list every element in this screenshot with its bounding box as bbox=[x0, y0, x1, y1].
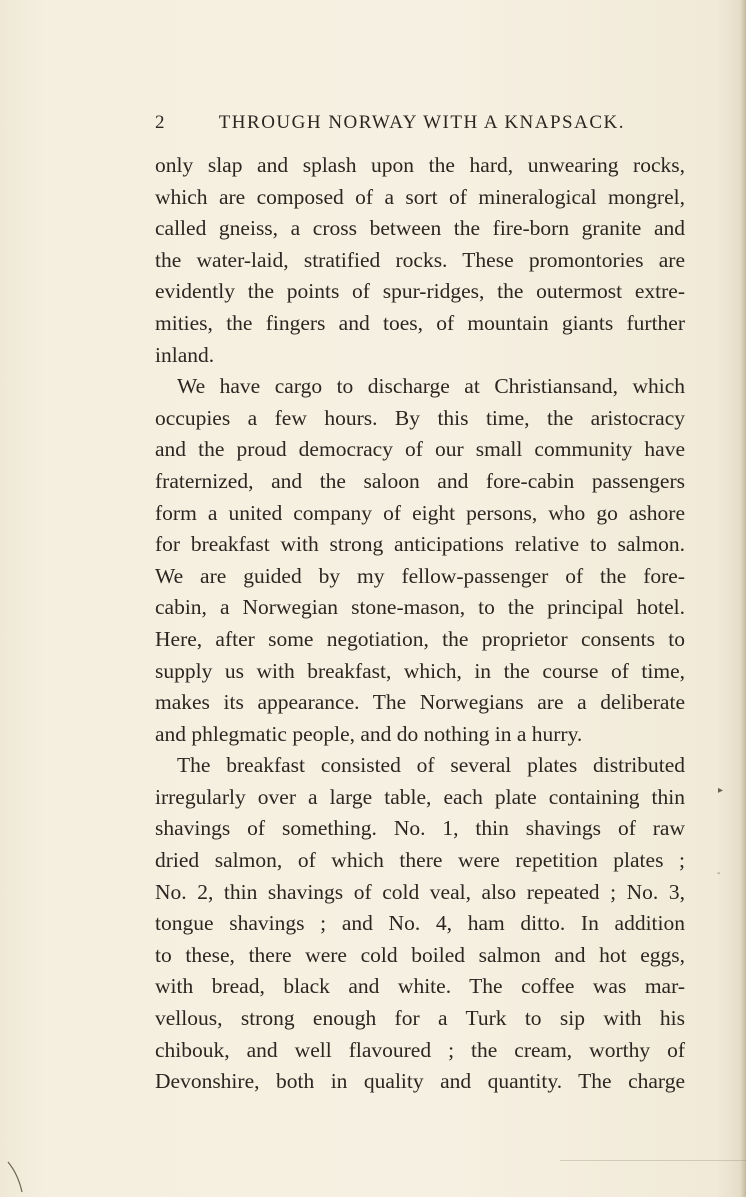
text-line: We are guided by my fellow-passenger of the fore- bbox=[155, 563, 685, 588]
text-line: and phlegmatic people, and do nothing in a hurry. bbox=[155, 721, 583, 746]
margin-speck-faint: - bbox=[717, 868, 721, 879]
text-line: No. 2, thin shavings of cold veal, also repeated ; No. 3, bbox=[155, 879, 685, 904]
text-line: for breakfast with strong anticipations relative to salmon. bbox=[155, 532, 685, 557]
text-line: form a united company of eight persons, who go ashore bbox=[155, 500, 685, 525]
margin-speck: ▸ bbox=[718, 785, 724, 796]
text-line: to these, there were cold boiled salmon and hot eggs, bbox=[155, 942, 685, 967]
text-line: only slap and splash upon the hard, unwearing rocks, bbox=[155, 153, 685, 177]
text-line: vellous, strong enough for a Turk to sip with his bbox=[155, 1006, 685, 1031]
text-line: evidently the points of spur-ridges, the outermost extre- bbox=[155, 279, 685, 304]
corner-fold-mark bbox=[6, 1160, 36, 1194]
text-line: The breakfast consisted of several plates distributed bbox=[177, 753, 685, 778]
running-head: THROUGH NORWAY WITH A KNAPSACK. bbox=[218, 112, 625, 133]
text-line: Devonshire, both in quality and quantity. The charge bbox=[155, 1069, 685, 1094]
text-line: chibouk, and well flavoured ; the cream, worthy of bbox=[155, 1037, 685, 1062]
text-line: cabin, a Norwegian stone-mason, to the principal hotel. bbox=[155, 595, 685, 620]
text-line: irregularly over a large table, each plate containing thin bbox=[155, 784, 685, 809]
text-line: Here, after some negotiation, the proprietor consents to bbox=[155, 626, 685, 651]
text-line: supply us with breakfast, which, in the course of time, bbox=[155, 658, 685, 683]
text-line: occupies a few hours. By this time, the aristocracy bbox=[155, 405, 685, 430]
text-line: shavings of something. No. 1, thin shavings of raw bbox=[155, 816, 685, 841]
text-line: tongue shavings ; and No. 4, ham ditto. In addition bbox=[155, 911, 685, 936]
text-line: called gneiss, a cross between the fire-born granite and bbox=[155, 216, 685, 241]
text-line: We have cargo to discharge at Christiansand, which bbox=[177, 374, 685, 399]
text-line: dried salmon, of which there were repetition plates ; bbox=[155, 848, 685, 873]
page-header bbox=[155, 112, 625, 142]
text-line: and the proud democracy of our small community have bbox=[155, 437, 685, 462]
page-edge-shadow bbox=[740, 0, 746, 1197]
body-text bbox=[155, 150, 685, 1098]
text-line: makes its appearance. The Norwegians are a deliberate bbox=[155, 690, 685, 715]
text-line: fraternized, and the saloon and fore-cabin passengers bbox=[155, 468, 685, 493]
text-line: the water-laid, stratified rocks. These promontories are bbox=[155, 247, 685, 272]
page-number: 2 bbox=[155, 112, 166, 133]
bottom-edge-line bbox=[560, 1160, 746, 1161]
text-line: with bread, black and white. The coffee was mar- bbox=[155, 974, 685, 999]
text-line: which are composed of a sort of mineralogical mongrel, bbox=[155, 184, 685, 209]
text-line: mities, the fingers and toes, of mountain giants further bbox=[155, 310, 685, 335]
text-line: inland. bbox=[155, 342, 215, 367]
